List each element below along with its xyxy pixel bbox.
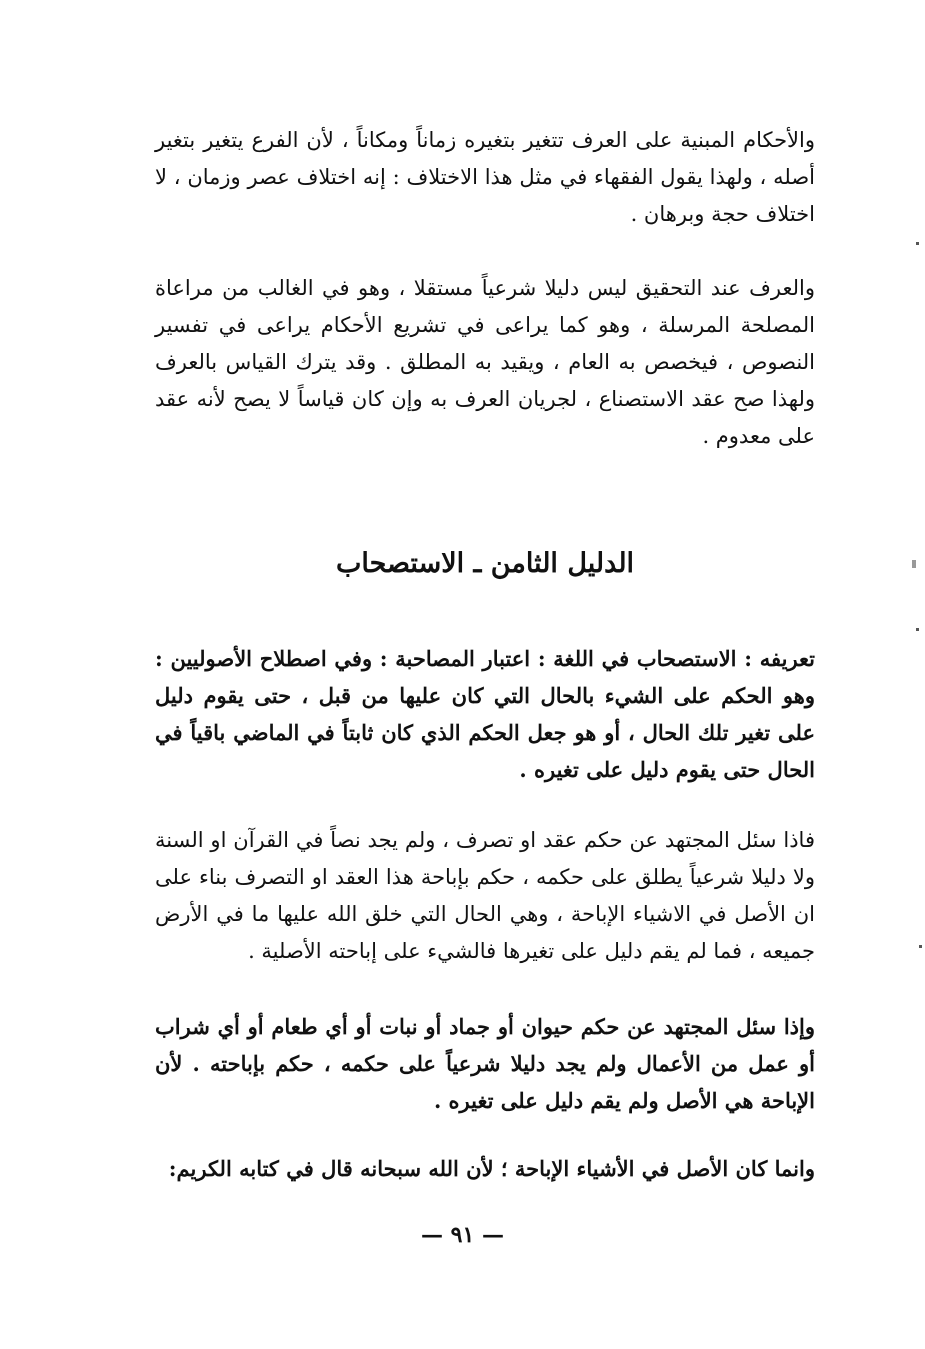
- paragraph-permissibility-reason: [155, 1150, 815, 1187]
- scan-speck: [919, 945, 922, 948]
- page-number: — ٩١ —: [421, 1222, 504, 1248]
- definition-lead: تعريفه :: [744, 646, 816, 671]
- section-heading: الدليل الثامن ـ الاستصحاب: [335, 548, 635, 579]
- paragraph-3-text: الاستصحاب في اللغة : اعتبار المصاحبة : وفي اصطلاح الأصوليين : وهو الحكم على الشيء بالحال التي كان عليها من قبل ، حتى يقوم دليل على تغير تلك الحال ، أو هو جعل الحكم الذي كان ثابتاً في الماضي باقياً في الحال حتى يقوم دليل على تغيره .: [155, 646, 815, 782]
- paragraph-5-text: وإذا سئل المجتهد عن حكم حيوان أو جماد أو نبات أو أي طعام أو أي شراب أو عمل من الأعمال ولم يجد دليلا شرعياً على حكمه ، حكم بإباحته . لأن الإباحة هي الأصل ولم يقم دليل على تغيره .: [155, 1014, 815, 1113]
- scan-speck: [916, 628, 919, 631]
- paragraph-contract-example: [155, 822, 815, 970]
- scan-speck: [912, 560, 916, 568]
- paragraph-4-text: فاذا سئل المجتهد عن حكم عقد او تصرف ، ولم يجد نصاً في القرآن او السنة ولا دليلا شرعياً يطلق على حكمه ، حكم بإباحة هذا العقد او التصرف بناء على ان الأصل في الاشياء الإباحة ، وهي الحال التي خلق الله عليها ما في الأرض جميعه ، فما لم يقم دليل على تغيرها فالشيء على إباحته الأصلية .: [155, 828, 815, 963]
- paragraph-2-text: والعرف عند التحقيق ليس دليلا شرعياً مستقلا ، وهو في الغالب من مراعاة المصلحة المرسلة ، وهو كما يراعى في تشريع الأحكام يراعى في تفسير النصوص ، فيخصص به العام ، ويقيد به المطلق . وقد يترك القياس بالعرف ولهذا صح عقد الاستصناع ، لجريان العرف به وإن كان قياساً لا يصح لأنه عقد على معدوم .: [155, 276, 815, 448]
- paragraph-istishab-definition: [155, 640, 815, 788]
- paragraph-custom-rulings: [155, 122, 815, 233]
- paragraph-custom-definition: [155, 270, 815, 455]
- paragraph-6-text: وانما كان الأصل في الأشياء الإباحة ؛ لأن الله سبحانه قال في كتابه الكريم:: [168, 1156, 815, 1181]
- paragraph-1-text: والأحكام المبنية على العرف تتغير بتغيره زماناً ومكاناً ، لأن الفرع يتغير بتغير أصله ، ولهذا يقول الفقهاء في مثل هذا الاختلاف : إنه اختلاف عصر وزمان ، لا اختلاف حجة وبرهان .: [155, 128, 815, 226]
- paragraph-animal-example: [155, 1008, 815, 1119]
- scan-speck: [916, 242, 919, 245]
